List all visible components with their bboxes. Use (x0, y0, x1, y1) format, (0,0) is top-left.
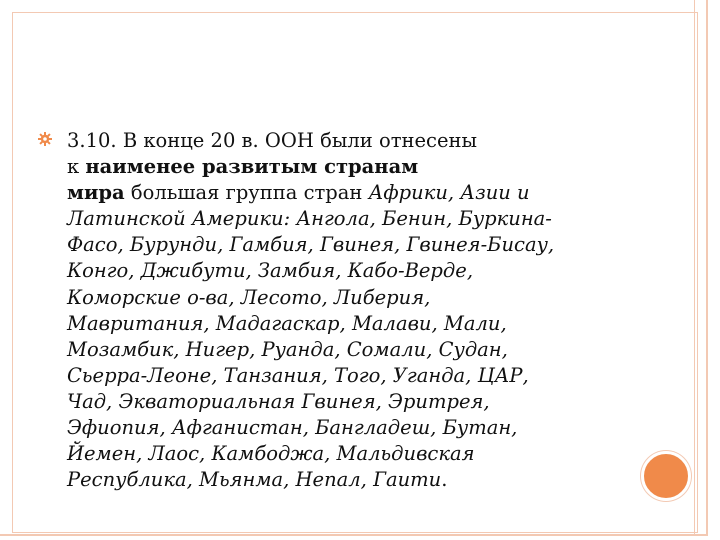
text-line (67, 441, 637, 467)
italic-text-run: Чад, Экваториальная Гвинея, Эритрея, (67, 389, 490, 413)
italic-text-run: Африки, Азии и (368, 181, 530, 205)
italic-text-run: Фасо, Бурунди, Гамбия, Гвинея, Гвинея-Бисау, (67, 233, 555, 257)
text-line (67, 467, 637, 493)
italic-text-run: Республика, Мьянма, Непал, Гаити (67, 468, 442, 492)
italic-text-run: Коморские о-ва, Лесото, Либерия, (67, 285, 431, 309)
text-run: . (441, 468, 448, 492)
bullet-text (67, 128, 637, 493)
decorative-circle (641, 451, 691, 501)
text-line (67, 154, 637, 180)
text-line (67, 128, 637, 154)
text-line (67, 389, 637, 415)
text-line (67, 232, 637, 258)
italic-text-run: Йемен, Лаос, Камбоджа, Мальдивская (67, 442, 475, 466)
text-line (67, 285, 637, 311)
italic-text-run: Эфиопия, Афганистан, Бангладеш, Бутан, (67, 416, 518, 440)
italic-text-run: Латинской Америки: Ангола, Бенин, Буркина- (67, 207, 552, 231)
text-line (67, 206, 637, 232)
slide-frame-divider (694, 0, 695, 534)
text-run: к (67, 155, 86, 179)
cog-bullet-icon (38, 132, 52, 146)
text-line (67, 180, 637, 206)
text-line (67, 363, 637, 389)
bold-text-run: наименее развитым странам (85, 155, 419, 179)
text-line (67, 415, 637, 441)
italic-text-run: Сьерра-Леоне, Танзания, Того, Уганда, ЦАР, (67, 363, 529, 387)
text-line (67, 311, 637, 337)
text-line (67, 258, 637, 284)
italic-text-run: Конго, Джибути, Замбия, Кабо-Верде, (67, 259, 474, 283)
bold-text-run: мира (67, 181, 125, 205)
text-run: большая группа стран (124, 181, 369, 205)
italic-text-run: Мавритания, Мадагаскар, Малави, Мали, (67, 311, 507, 335)
text-run: 3.10. В конце 20 в. ООН были отнесены (67, 129, 477, 152)
italic-text-run: Мозамбик, Нигер, Руанда, Сомали, Судан, (67, 337, 508, 361)
text-line (67, 337, 637, 363)
